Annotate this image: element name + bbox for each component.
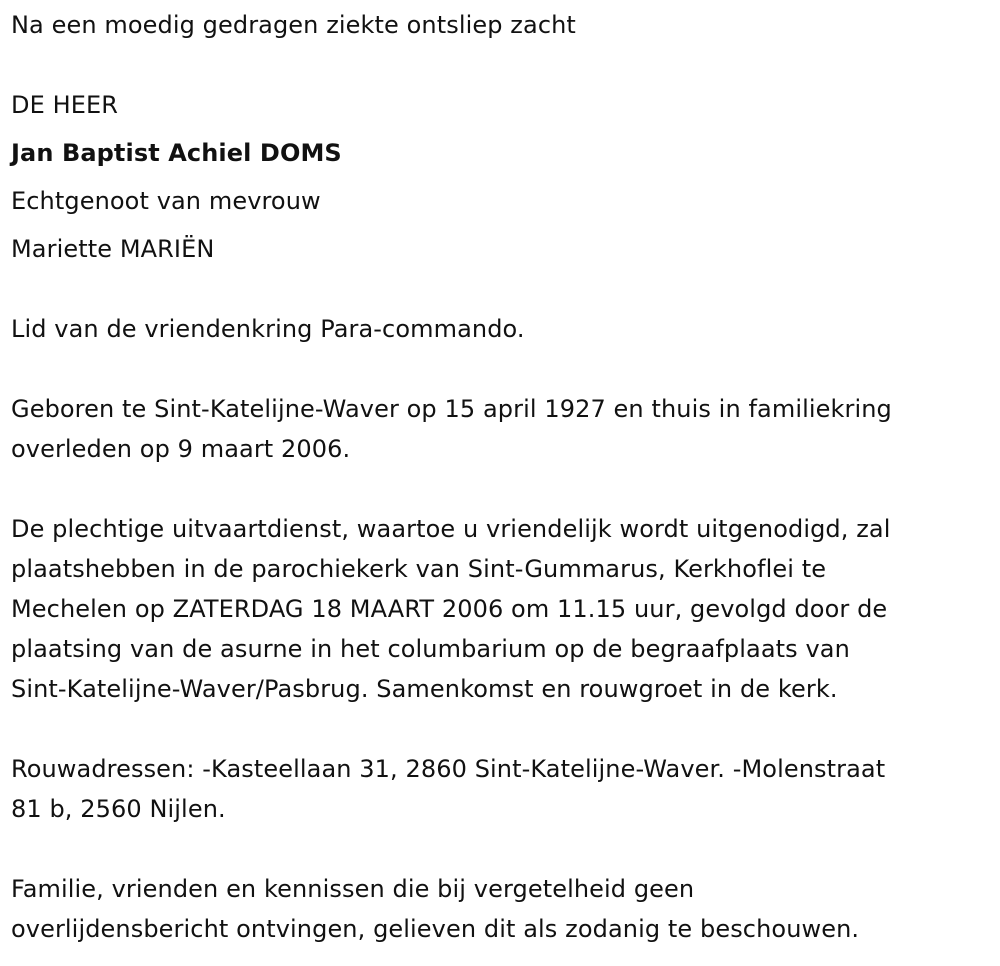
spouse-label: Echtgenoot van mevrouw: [11, 187, 321, 215]
address-line: 81 b, 2560 Nijlen.: [11, 795, 226, 823]
funeral-line: plaatshebben in de parochiekerk van Sint-Gummarus, Kerkhoflei te: [11, 555, 827, 583]
salutation: DE HEER: [11, 91, 119, 119]
address-line: Rouwadressen: -Kasteellaan 31, 2860 Sint-Katelijne-Waver. -Molenstraat: [11, 755, 886, 783]
intro-text: Na een moedig gedragen ziekte ontsliep zacht: [11, 11, 576, 39]
membership-text: Lid van de vriendenkring Para-commando.: [11, 315, 525, 343]
closing-line: overlijdensbericht ontvingen, gelieven dit als zodanig te beschouwen.: [11, 915, 860, 943]
funeral-line: De plechtige uitvaartdienst, waartoe u vriendelijk wordt uitgenodigd, zal: [11, 515, 891, 543]
birth-death-line: Geboren te Sint-Katelijne-Waver op 15 april 1927 en thuis in familiekring: [11, 395, 892, 423]
closing-line: Familie, vrienden en kennissen die bij vergetelheid geen: [11, 875, 695, 903]
funeral-line: Mechelen op ZATERDAG 18 MAART 2006 om 11.15 uur, gevolgd door de: [11, 595, 888, 623]
spouse-name: Mariette MARIËN: [11, 235, 215, 263]
birth-death-line: overleden op 9 maart 2006.: [11, 435, 351, 463]
funeral-line: Sint-Katelijne-Waver/Pasbrug. Samenkomst en rouwgroet in de kerk.: [11, 675, 838, 703]
deceased-name: Jan Baptist Achiel DOMS: [11, 139, 342, 167]
funeral-line: plaatsing van de asurne in het columbarium op de begraafplaats van: [11, 635, 850, 663]
